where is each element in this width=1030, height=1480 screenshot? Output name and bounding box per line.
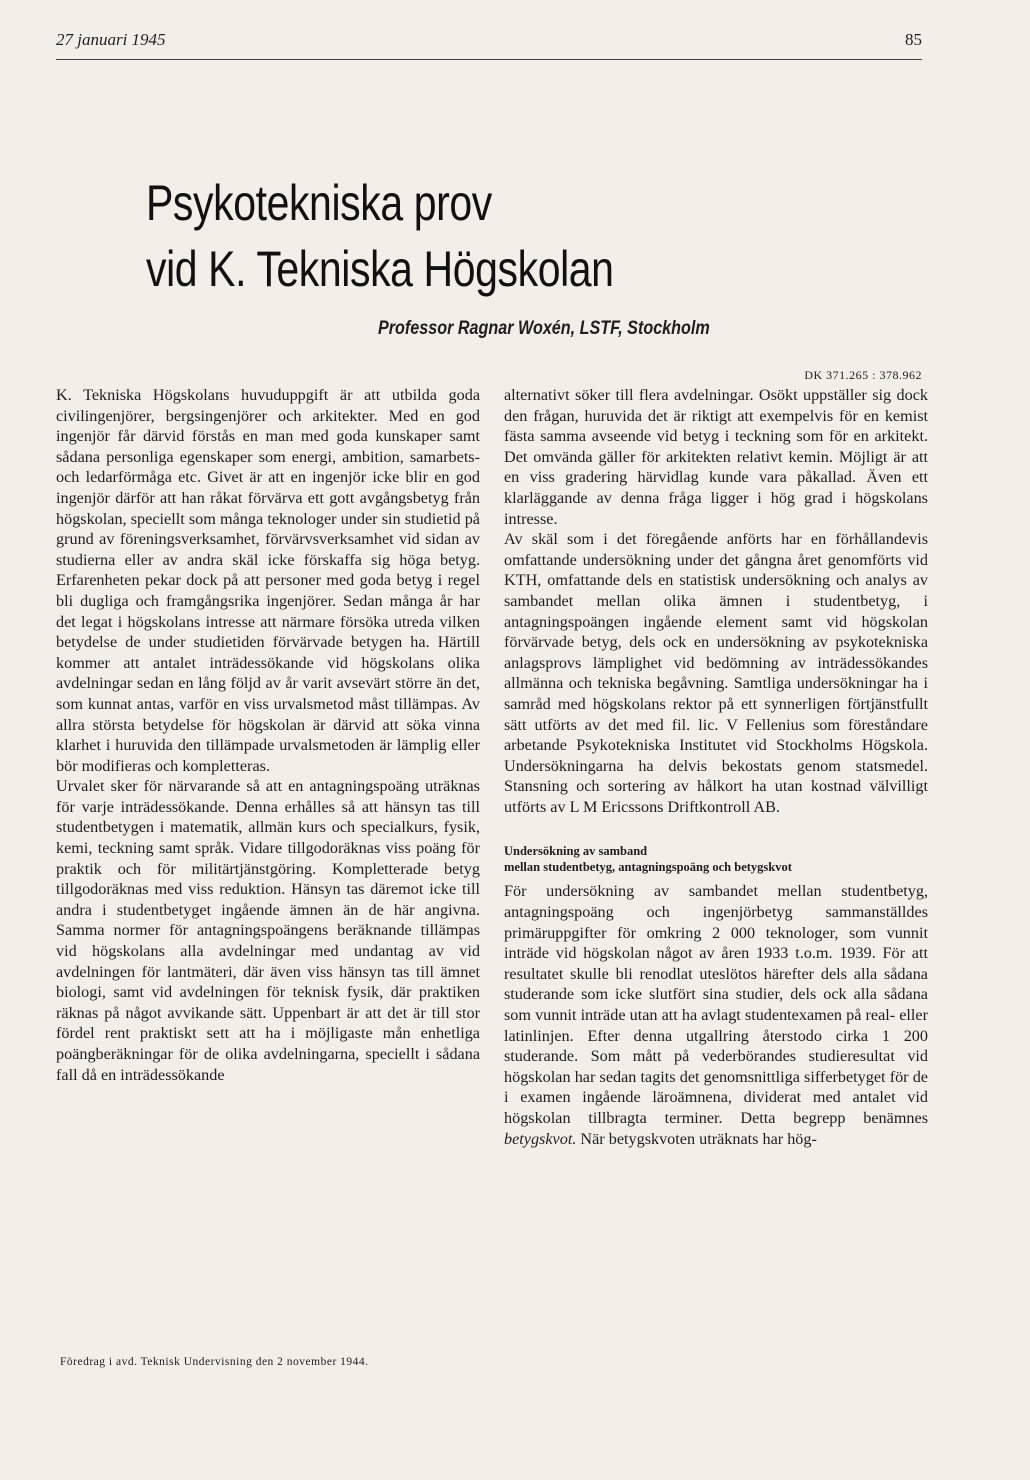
author-byline: Professor Ragnar Woxén, LSTF, Stockholm (378, 318, 710, 339)
left-column (56, 385, 480, 1085)
subheading-line-1: Undersökning av samband (504, 844, 648, 859)
paragraph-tail: När betygskvoten uträknats har hög- (576, 1129, 817, 1148)
emphasized-term: betygskvot. (504, 1129, 577, 1148)
paragraph-text: För undersökning av sambandet mellan studentbetyg, antagningspoäng och ingenjörbetyg sammanställdes primäruppgifter för omkring 2 000 teknologer, som vunnit inträde vid högskolan något av åren 1933 t.o.m. 1939. För att resultatet skulle bli renodlat uteslötos härefter dels alla sådana studerande som icke slutfört sina studier, dels ock alla sådana som vunnit inträde utan att ha avlagt studentexamen på real- eller latinlinjen. Efter denna utgallring återstodo cirka 1 200 studerande. Som mått på vederbörandes studieresultat vid högskolan har sedan tagits det genomsnittliga sifferbetyget för de i examen ingående läroämnena, dividerat med antalet vid högskolan tillbragta terminer. Detta begrepp benämnes (504, 882, 928, 1127)
footnote: Föredrag i avd. Teknisk Undervisning den 2 november 1944. (60, 1356, 369, 1368)
page-number: 85 (905, 30, 922, 49)
title-line-2: vid K. Tekniska Högskolan (146, 241, 614, 297)
header-rule (56, 59, 922, 60)
article-title (146, 170, 614, 302)
section-subheading (504, 843, 928, 875)
paragraph: Urvalet sker för närvarande så att en antagningspoäng uträknas för varje inträdessökande. Denna erhålles så att hänsyn tas till studentbetygen i matematik, allmän kurs och specialkurs, fysik, kemi, teckning samt språk. Vidare tillgodoräknas viss poäng för praktik och för militärtjänstgöring. Kompletterade betyg tillgodoräknas med viss reduktion. Hänsyn tas däremot icke till andra i studentbetyget ingående ämnen än de här angivna. Samma normer för antagningspoängens beräknande tillämpas vid högskolans alla avdelningar med undantag av vid avdelningen för lantmäteri, där även viss hänsyn tas till ämnet biologi, samt vid avdelningen för teknisk fysik, där praktiken räknas på något avvikande sätt. Uppenbart är att det är till stor fördel rent praktiskt sett att ha i möjligaste mån enhetliga poängberäkningar för de olika avdelningarna, speciellt i sådana fall då en inträdessökande (56, 777, 480, 1084)
title-line-1: Psykotekniska prov (146, 175, 492, 231)
paragraph: K. Tekniska Högskolans huvuduppgift är att utbilda goda civilingenjörer, bergsingenjörer och arkitekter. Med en god ingenjör får därvid förstås en man med goda kunskaper samt sådana personliga egenskaper som energi, ambition, samarbets- och ledarförmåga etc. Givet är att en ingenjör icke blir en god ingenjör därför att han råkat förvärva ett gott avgångsbetyg från högskolan, speciellt som många teknologer under sin studietid på grund av föreningsverksamhet, förvärvsverksamhet vid sidan av studierna eller av andra skäl icke förskaffa sig höga betyg. Erfarenheten pekar dock på att personer med goda betyg i regel bli dugliga och framgångsrika ingenjörer. Sedan många år har det legat i högskolans intresse att närmare försöka utreda vilken betydelse de under studietiden förvärvade betygen ha. Härtill kommer att antalet inträdessökande vid högskolans olika avdelningar sedan en lång följd av år varit avsevärt större än det, som kunnat antas, varför en viss urvalsmetod måst tillämpas. Av allra största betydelse för högskolan är därvid att söka vinna klarhet i huruvida den tillämpade urvalsmetoden är lämplig eller bör modifieras och kompletteras. (56, 386, 480, 775)
right-column (504, 385, 928, 1149)
paragraph (504, 881, 928, 1149)
paragraph: Av skäl som i det föregående anförts har en förhållandevis omfattande undersökning under det gångna året genomförts vid KTH, omfattande dels en statistisk undersökning och analys av sambandet mellan olika ämnen i studentbetyg, i antagningspoängen ingående element samt vid högskolan förvärvade betyg, dels ock en undersökning av psykotekniska anlagsprovs lämplighet vid bedömning av inträdessökandes allmänna och tekniska begåvning. Samtliga undersökningar ha i samråd med högskolans rektor på ett synnerligen förtjänstfullt sätt utförts av det med fil. lic. V Fellenius som föreståndare arbetande Psykotekniska Institutet vid Stockholms Högskola. Undersökningarna ha delvis bekostats genom statsmedel. Stansning och sortering av hålkort ha utan kostnad välvilligt utförts av L M Ericssons Driftkontroll AB. (504, 530, 928, 816)
paragraph: alternativt söker till flera avdelningar. Osökt uppställer sig dock den frågan, huruvida det är riktigt att exempelvis för en kemist fästa samma avseende vid betyg i teckning som för en arkitekt. Det omvända gäller för arkitekten relativt kemin. Möjligt är att en viss gradering härvidlag kunde vara påkallad. Även ett klarläggande av denna fråga ligger i hög grad i högskolans intresse. (504, 386, 928, 528)
dk-classification: DK 371.265 : 378.962 (804, 368, 922, 382)
issue-date: 27 januari 1945 (56, 30, 166, 49)
subheading-line-2: mellan studentbetyg, antagningspoäng och betygskvot (504, 860, 792, 875)
running-header (56, 30, 922, 60)
